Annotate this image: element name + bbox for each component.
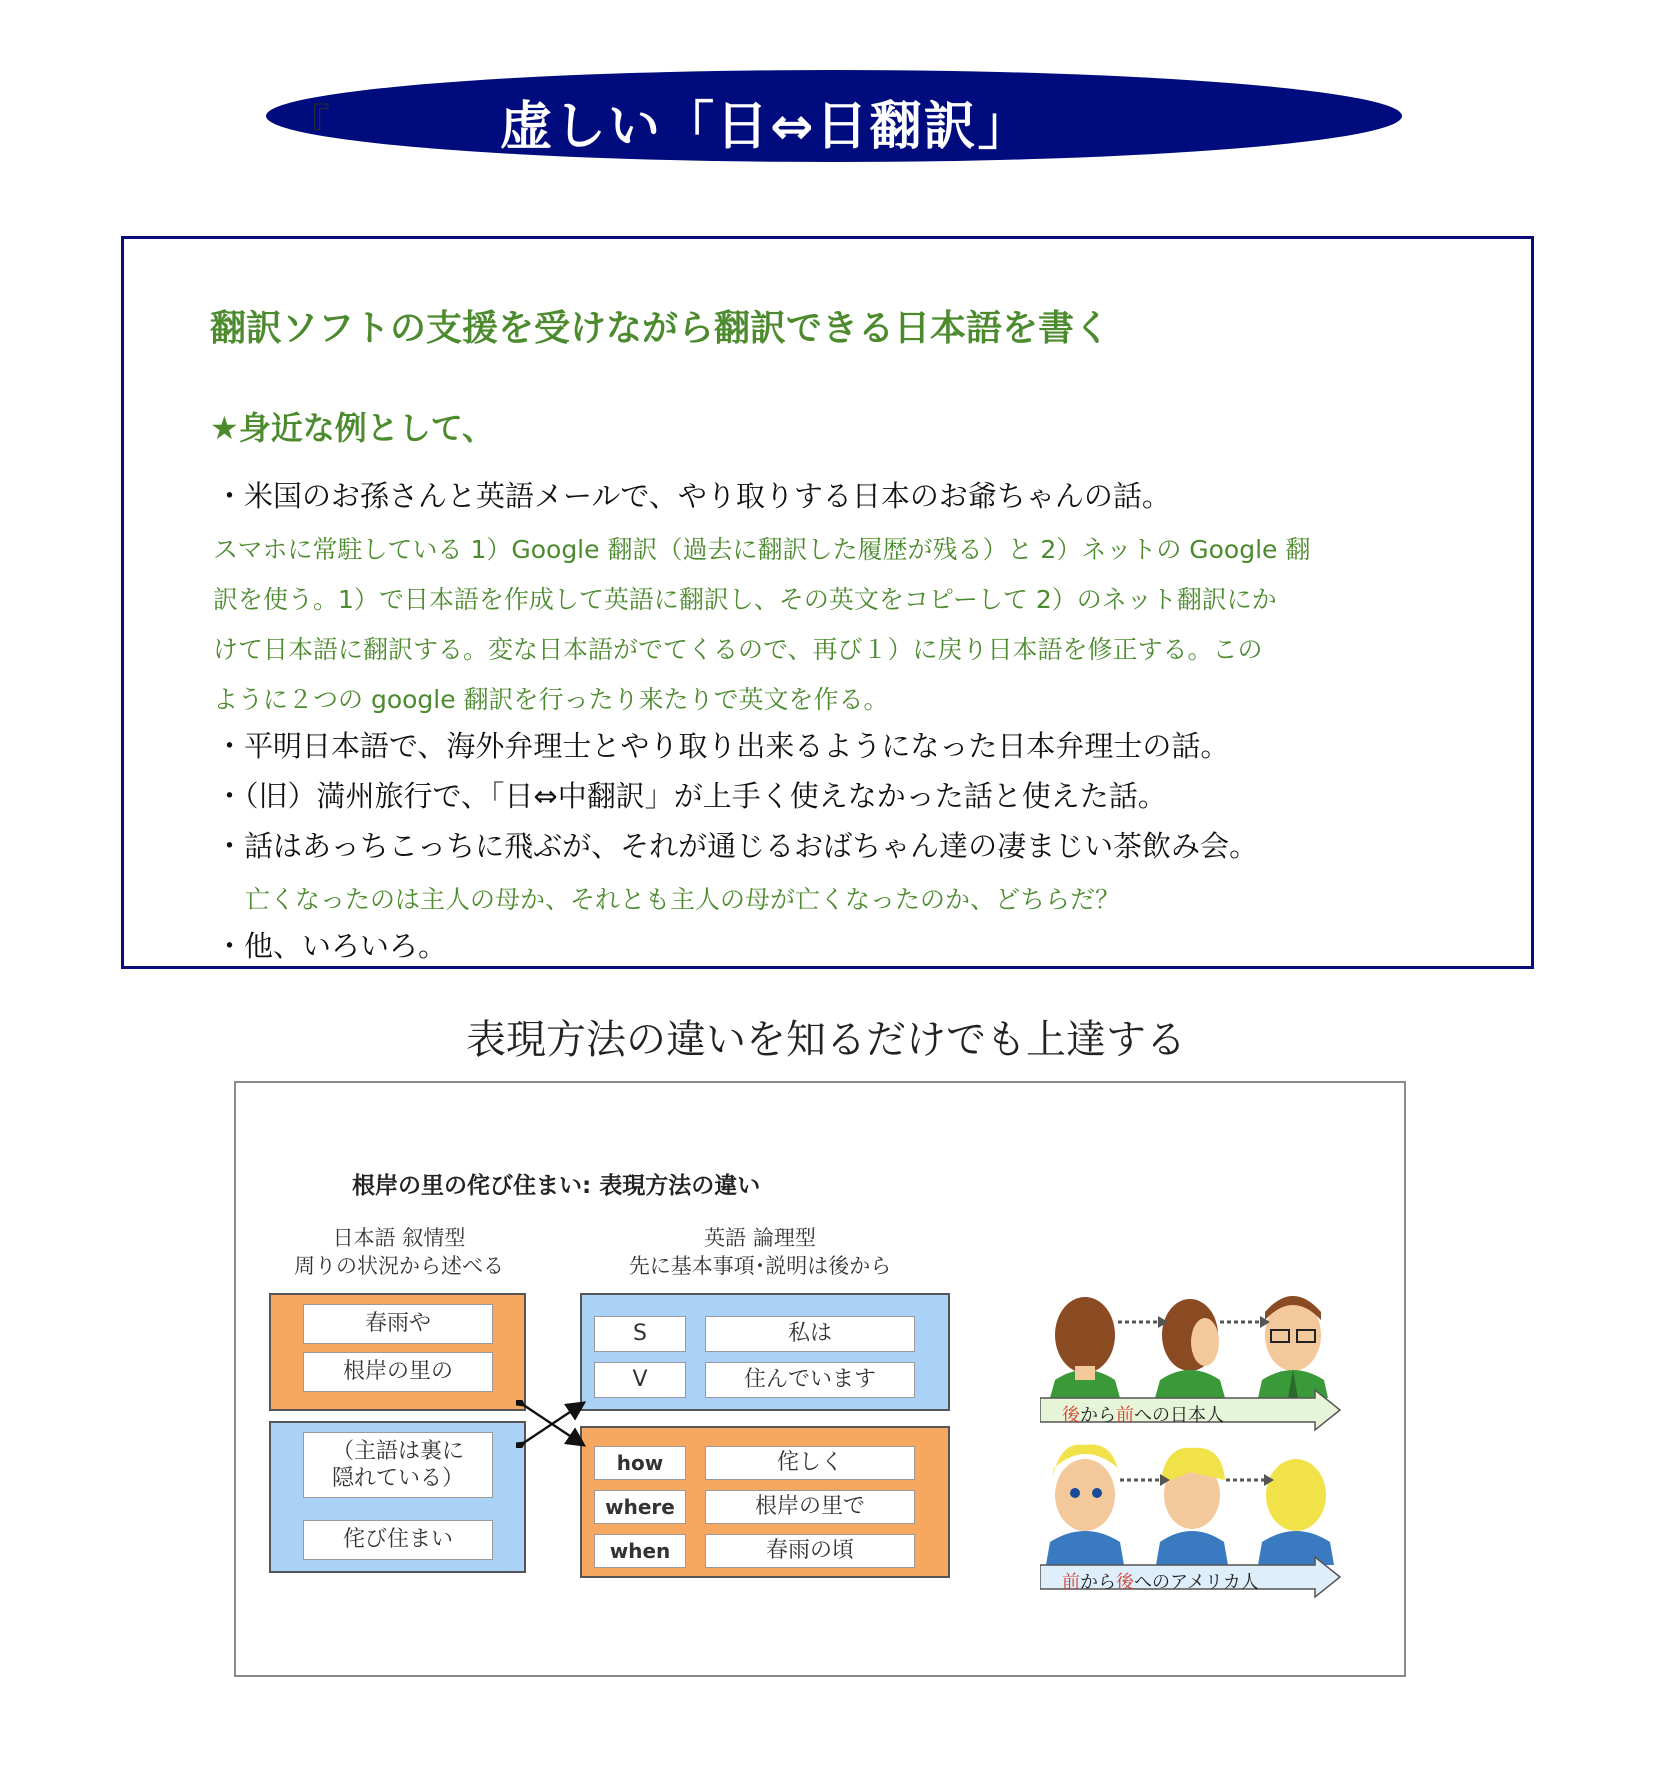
en-key-cell: V — [594, 1362, 686, 1398]
box-heading: 翻訳ソフトの支援を受けながら翻訳できる日本語を書く — [210, 308, 1111, 349]
figure-title: 根岸の里の侘び住まい: 表現方法の違い — [352, 1173, 761, 1199]
list-item-patent-attorney: ・平明日本語で、海外弁理士とやり取り出来るようになった日本弁理士の話。 — [215, 729, 1230, 763]
page-title: 虚しい「日⇔日翻訳」 — [500, 97, 1032, 157]
american-head-back-icon — [1258, 1459, 1334, 1565]
japanese-order-label: 後から前への日本人 — [1062, 1405, 1224, 1426]
jp-type-label: 日本語 叙情型 — [332, 1226, 466, 1250]
jp-type-desc: 周りの状況から述べる — [294, 1254, 504, 1278]
list-item-others: ・他、いろいろ。 — [215, 929, 448, 963]
en-value-cell: 侘しく — [705, 1446, 915, 1480]
list-item-manchuria: ・（旧）満州旅行で、「日⇔中翻訳」が上手く使えなかった話と使えた話。 — [215, 779, 1167, 813]
banner-bracket-mark: 『 — [290, 101, 330, 147]
en-key-cell: S — [594, 1316, 686, 1352]
en-key-cell: where — [594, 1490, 686, 1524]
japanese-head-back-icon — [1050, 1297, 1120, 1398]
list-item-tea-party: ・話はあっちこっちに飛ぶが、それが通じるおばちゃん達の凄まじい茶飲み会。 — [215, 829, 1259, 863]
list-item-grandpa: ・米国のお孫さんと英語メールで、やり取りする日本のお爺ちゃんの話。 — [215, 479, 1171, 513]
en-key-cell: how — [594, 1446, 686, 1480]
list-item-detail-line: スマホに常駐している 1）Google 翻訳（過去に翻訳した履歴が残る）と 2）ネットの Google 翻 — [213, 535, 1311, 564]
en-value-cell: 春雨の頃 — [705, 1534, 915, 1568]
american-head-front-icon — [1046, 1444, 1124, 1565]
jp-cell: 根岸の里の — [303, 1352, 493, 1392]
japanese-head-front-icon — [1258, 1296, 1328, 1398]
figure-caption: 表現方法の違いを知るだけでも上達する — [466, 1017, 1186, 1063]
en-value-cell: 私は — [705, 1316, 915, 1352]
en-type-desc: 先に基本事項･説明は後から — [628, 1254, 892, 1278]
list-item-detail-line: ように２つの google 翻訳を行ったり来たりで英文を作る。 — [213, 685, 889, 714]
list-item-detail-line: 亡くなったのは主人の母か、それとも主人の母が亡くなったのか、どちらだ？ — [245, 885, 1121, 914]
en-type-label: 英語 論理型 — [704, 1226, 816, 1250]
american-order-label: 前から後へのアメリカ人 — [1062, 1572, 1259, 1593]
list-item-detail-line: けて日本語に翻訳する。変な日本語がでてくるので、再び１）に戻り日本語を修正する。この — [213, 635, 1263, 664]
list-item-detail-line: 訳を使う。1）で日本語を作成して英語に翻訳し、その英文をコピーして 2）のネット翻訳にか — [213, 585, 1277, 614]
en-key-cell: when — [594, 1534, 686, 1568]
box-subheading: ★身近な例として、 — [210, 409, 495, 447]
jp-cell: 侘び住まい — [303, 1520, 493, 1560]
japanese-head-side-icon — [1155, 1299, 1225, 1398]
american-head-side-icon — [1156, 1448, 1228, 1565]
heads-cartoon-illustration — [1040, 1280, 1360, 1610]
jp-cell: （主語は裏に 隠れている） — [303, 1432, 493, 1498]
jp-cell: 春雨や — [303, 1304, 493, 1344]
cross-arrows-icon — [516, 1400, 590, 1448]
en-value-cell: 住んでいます — [705, 1362, 915, 1398]
en-value-cell: 根岸の里で — [705, 1490, 915, 1524]
